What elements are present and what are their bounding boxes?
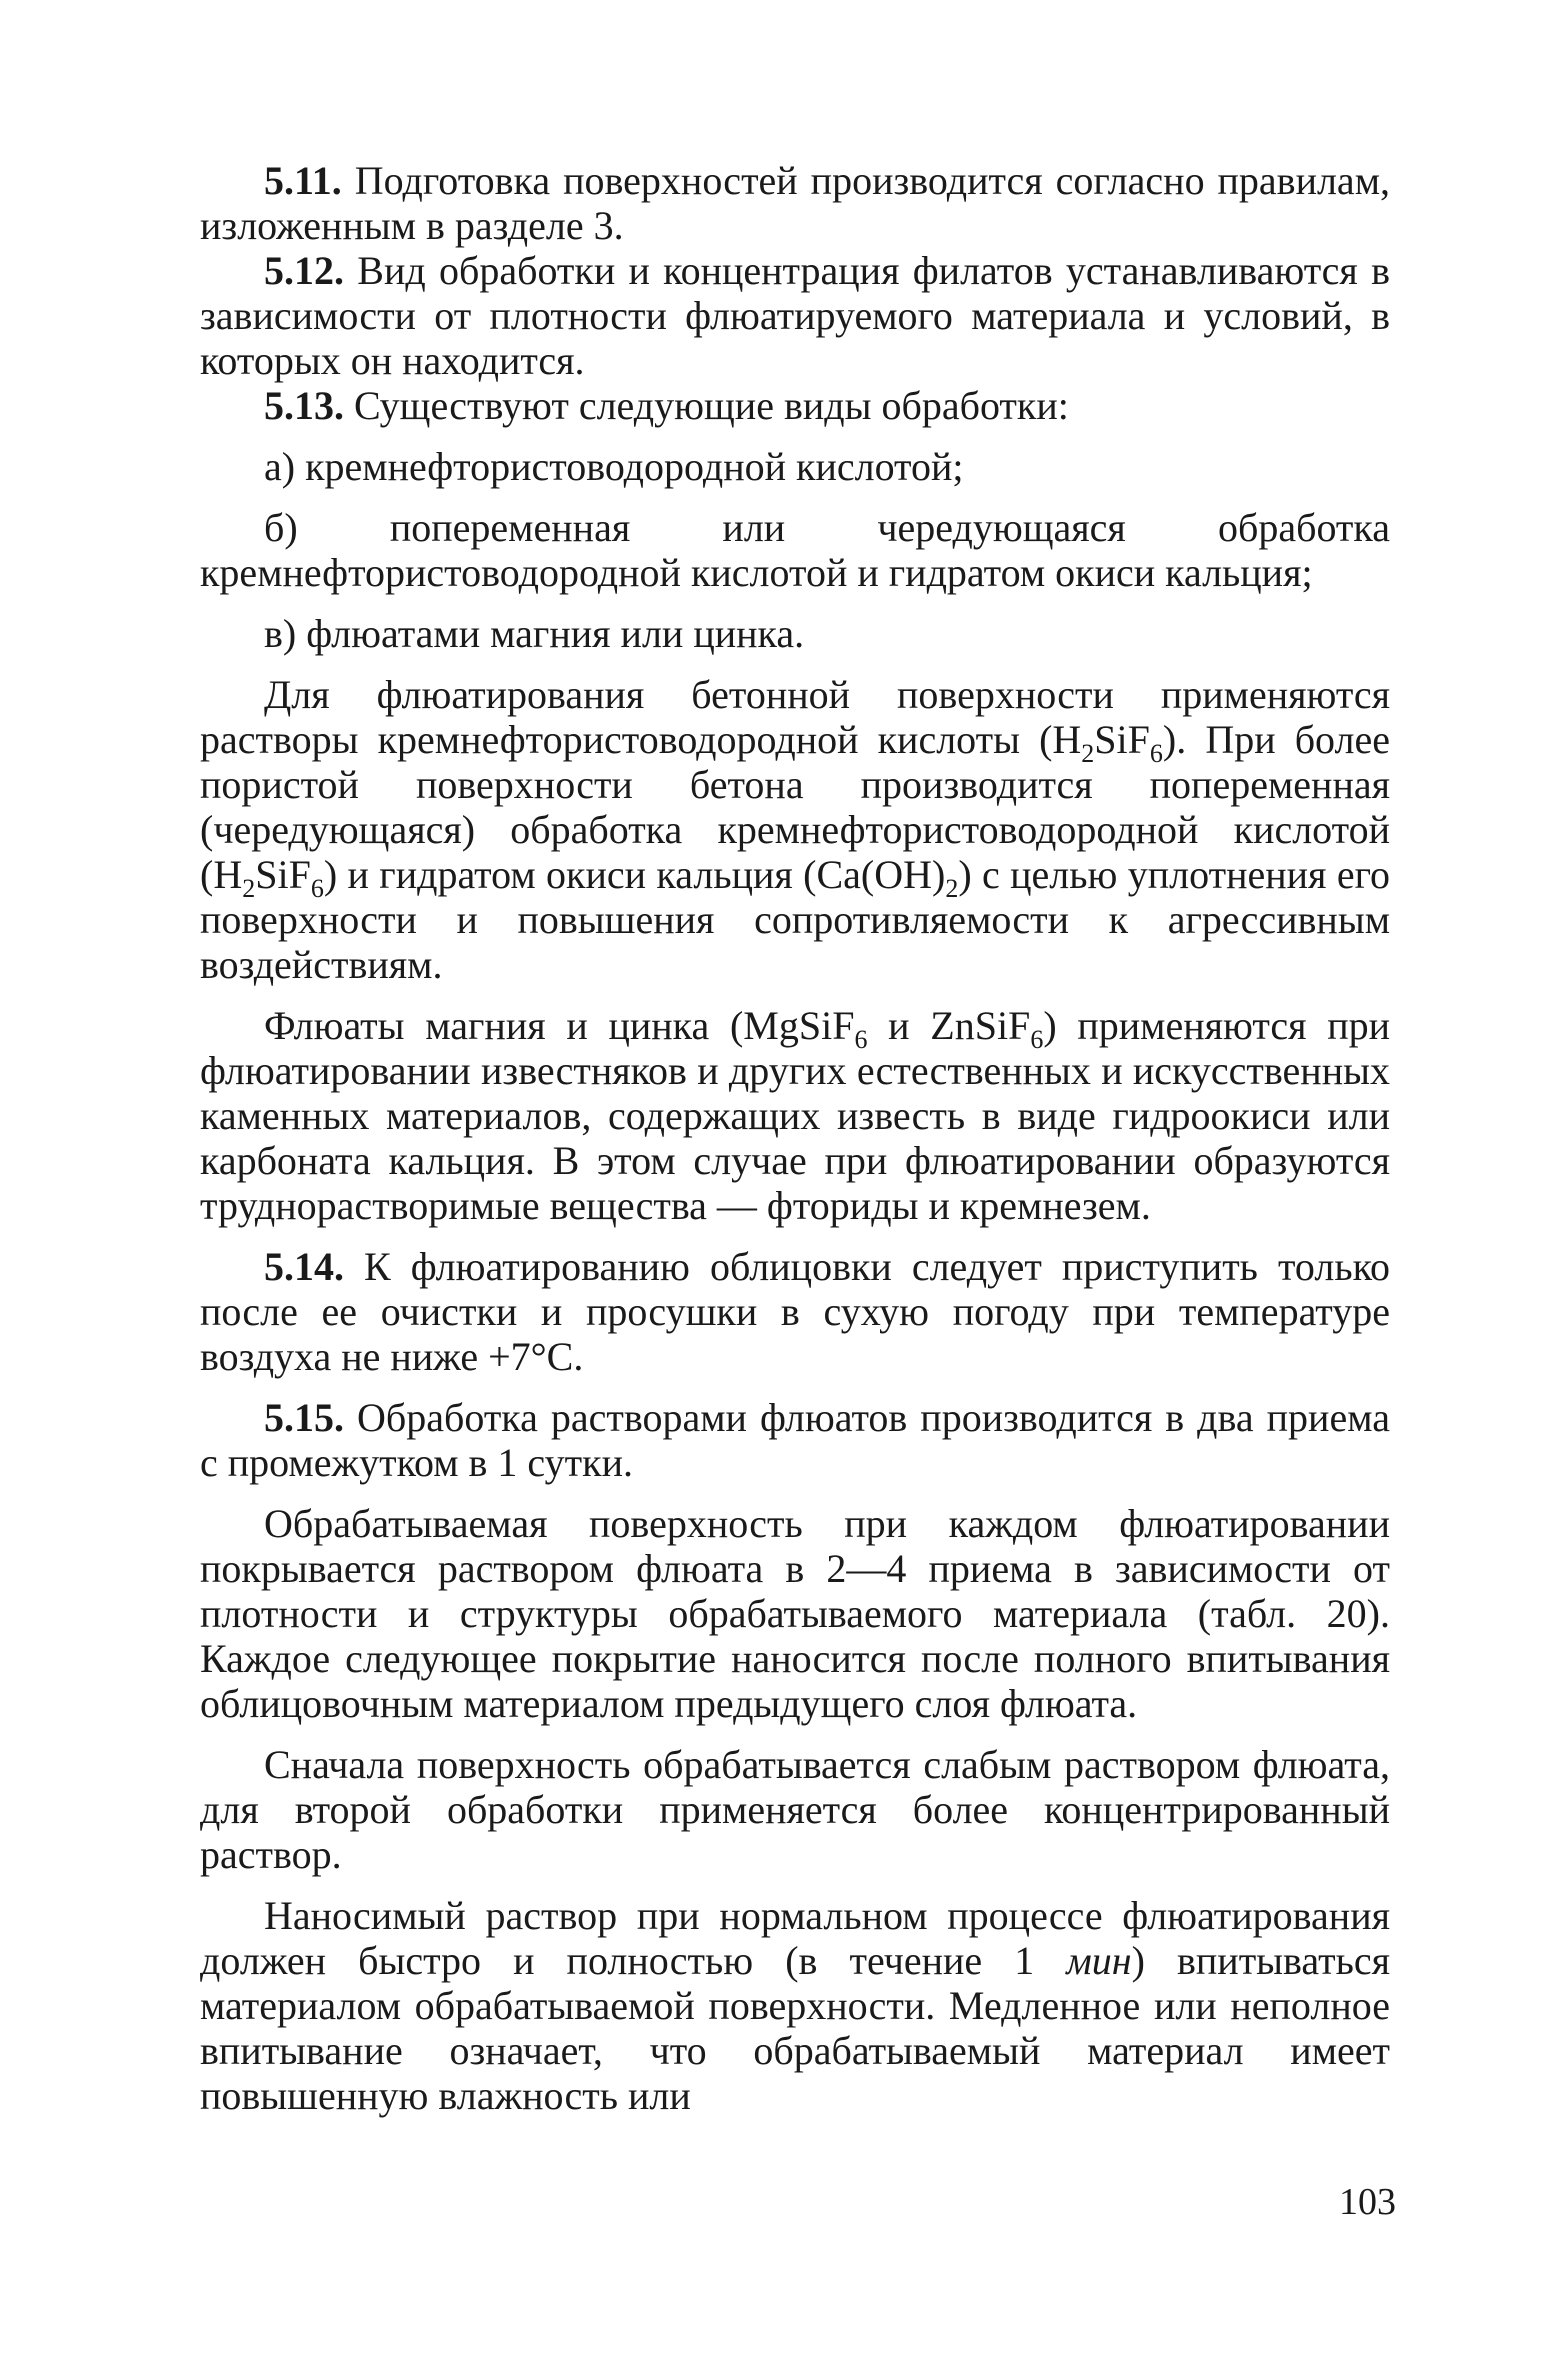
subscript: 6 <box>310 874 324 903</box>
text-run: ). При более пористой поверхности бетона производится попеременная (чередующаяся) обработка кремнефтористоводородной кислотой (H <box>200 717 1390 897</box>
subscript: 6 <box>1149 739 1163 768</box>
paragraph-text: Подготовка поверхностей производится согласно правилам, изложенным в разделе 3. <box>200 158 1390 248</box>
section-number: 5.13. <box>264 383 344 428</box>
paragraph-text: Вид обработки и концентрация филатов устанавливаются в зависимости от плотности флюатируемого материала и условий, в которых он находится. <box>200 248 1390 383</box>
paragraph-5-13 <box>200 383 1390 428</box>
document-page <box>200 158 1390 2118</box>
text-run: Наносимый раствор при нормальном процессе флюатирования должен быстро и полностью (в течение 1 <box>200 1893 1390 1983</box>
text-run: ) применяются при флюатировании известняков и других естественных и искусственных каменных материалов, содержащих известь в виде гидроокиси или карбоната кальция. В этом случае при флюатировании образуются труднорастворимые вещества — фториды и кремнезем. <box>200 1003 1391 1228</box>
list-item-b: б) попеременная или чередующаяся обработка кремнефтористоводородной кислотой и гидратом окиси кальция; <box>200 505 1390 595</box>
paragraph-text: Обработка растворами флюатов производится в два приема с промежутком в 1 сутки. <box>200 1395 1390 1485</box>
paragraph-text: К флюатированию облицовки следует приступить только после ее очистки и просушки в сухую погоду при температуре воздуха не ниже +7°С. <box>200 1244 1390 1379</box>
subscript: 2 <box>1081 739 1095 768</box>
unit-italic: мин <box>1066 1938 1132 1983</box>
paragraph-fluates <box>200 1003 1390 1228</box>
text-run: ) с целью уплотнения его поверхности и повышения сопротивляемости к агрессивным воздействиям. <box>200 852 1390 987</box>
section-number: 5.12. <box>264 248 344 293</box>
paragraph-5-14 <box>200 1244 1390 1379</box>
text-run: Флюаты магния и цинка (MgSiF <box>264 1003 855 1048</box>
section-number: 5.11. <box>264 158 342 203</box>
page-number: 103 <box>1339 2181 1396 2223</box>
paragraph-text: Существуют следующие виды обработки: <box>344 383 1069 428</box>
paragraph-5-12 <box>200 248 1390 383</box>
text-run: Для флюатирования бетонной поверхности применяются растворы кремнефтористоводородной кислоты (H <box>200 672 1390 762</box>
list-item-v: в) флюатами магния или цинка. <box>264 611 805 656</box>
paragraph-first-treatment: Сначала поверхность обрабатывается слабым раствором флюата, для второй обработки применяется более концентрированный раствор. <box>200 1742 1390 1877</box>
subscript: 6 <box>854 1025 868 1054</box>
text-run: SiF <box>255 852 311 897</box>
paragraph-5-11 <box>200 158 1390 248</box>
text-run: ) и гидратом окиси кальция (Ca(OH) <box>323 852 946 897</box>
section-number: 5.14. <box>264 1244 344 1289</box>
paragraph-surface: Обрабатываемая поверхность при каждом флюатировании покрывается раствором флюата в 2—4 приема в зависимости от плотности и структуры обрабатываемого материала (табл. 20). Каждое следующее покрытие наносится после полного впитывания облицовочным материалом предыдущего слоя флюата. <box>200 1501 1390 1726</box>
paragraph-concrete <box>200 672 1390 987</box>
section-number: 5.15. <box>264 1395 344 1440</box>
paragraph-applied-solution <box>200 1893 1390 2118</box>
paragraph-5-15 <box>200 1395 1390 1485</box>
subscript: 2 <box>242 874 256 903</box>
text-run: SiF <box>1094 717 1150 762</box>
subscript: 6 <box>1030 1025 1044 1054</box>
subscript: 2 <box>945 874 959 903</box>
text-run: и ZnSiF <box>867 1003 1031 1048</box>
list-item-a: а) кремнефтористоводородной кислотой; <box>264 444 964 489</box>
text-run: ) впитываться материалом обрабатываемой поверхности. Медленное или неполное впитывание означает, что обрабатываемый материал имеет повышенную влажность или <box>200 1938 1391 2118</box>
